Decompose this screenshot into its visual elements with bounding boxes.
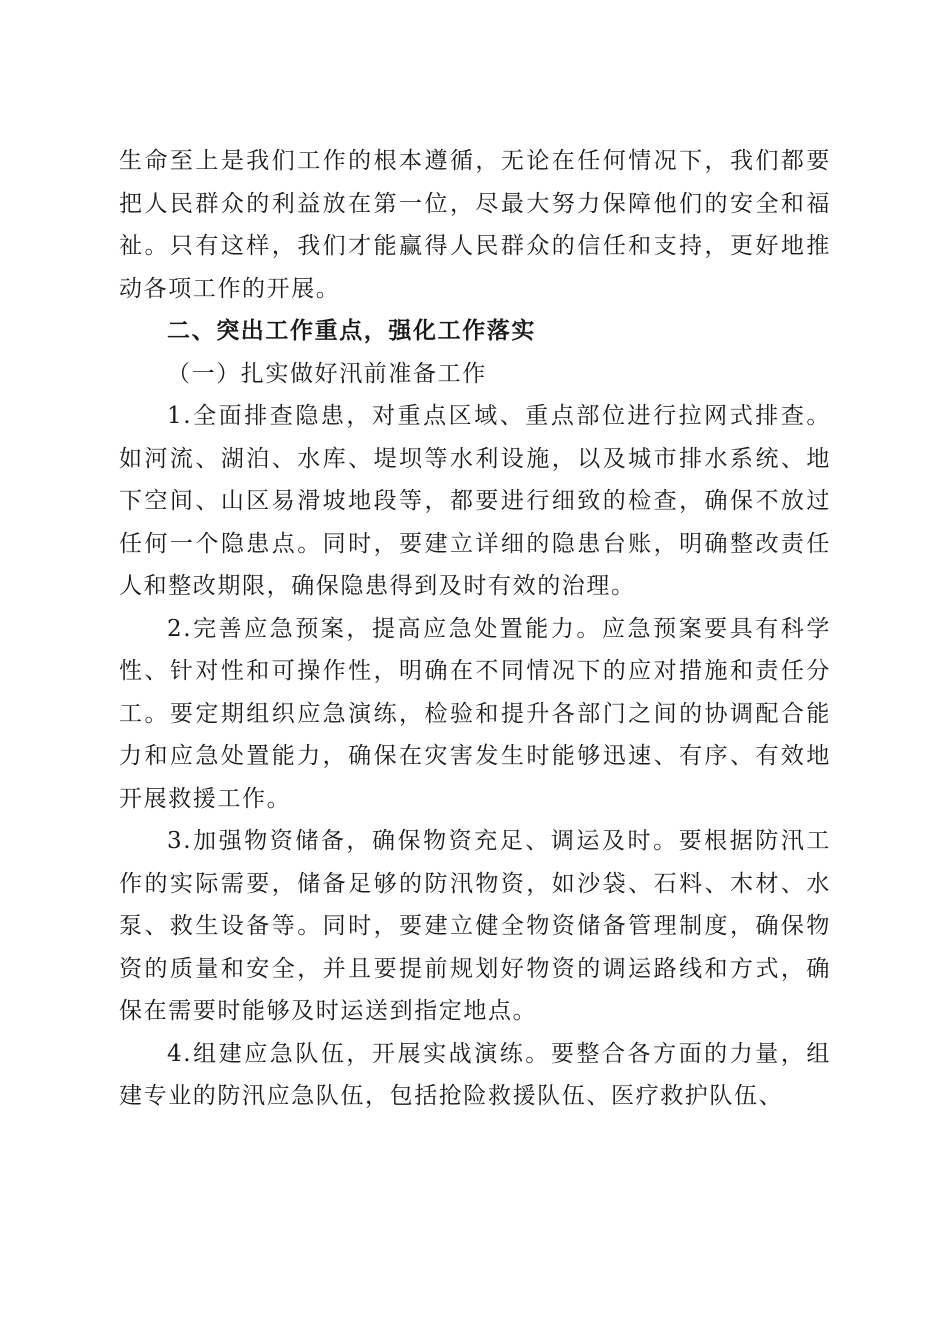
list-item-1: 1.全面排查隐患，对重点区域、重点部位进行拉网式排查。如河流、湖泊、水库、堤坝等水利设施，以及城市排水系统、地下空间、山区易滑坡地段等，都要进行细致的检查，确保不放过任何一个隐患点。同时，要建立详细的隐患台账，明确整改责任人和整改期限，确保隐患得到及时有效的治理。: [119, 403, 831, 599]
list-item-4: 4.组建应急队伍，开展实战演练。要整合各方面的力量，组建专业的防汛应急队伍，包括抢险救援队伍、医疗救护队伍、: [119, 1040, 831, 1109]
document-body: [119, 140, 831, 1118]
subsection-heading: （一）扎实做好汛前准备工作: [167, 360, 487, 387]
section-heading: 二、突出工作重点，强化工作落实: [167, 318, 536, 344]
paragraph-intro: 生命至上是我们工作的根本遵循，无论在任何情况下，我们都要把人民群众的利益放在第一位，尽最大努力保障他们的安全和福祉。只有这样，我们才能赢得人民群众的信任和支持，更好地推动各项工作的开展。: [119, 148, 831, 302]
list-item-2: 2.完善应急预案，提高应急处置能力。应急预案要具有科学性、针对性和可操作性，明确在不同情况下的应对措施和责任分工。要定期组织应急演练，检验和提升各部门之间的协调配合能力和应急处置能力，确保在灾害发生时能够迅速、有序、有效地开展救援工作。: [119, 615, 831, 812]
list-item-3: 3.加强物资储备，确保物资充足、调运及时。要根据防汛工作的实际需要，储备足够的防汛物资，如沙袋、石料、木材、水泵、救生设备等。同时，要建立健全物资储备管理制度，确保物资的质量和安全，并且要提前规划好物资的调运路线和方式，确保在需要时能够及时运送到指定地点。: [119, 828, 831, 1024]
